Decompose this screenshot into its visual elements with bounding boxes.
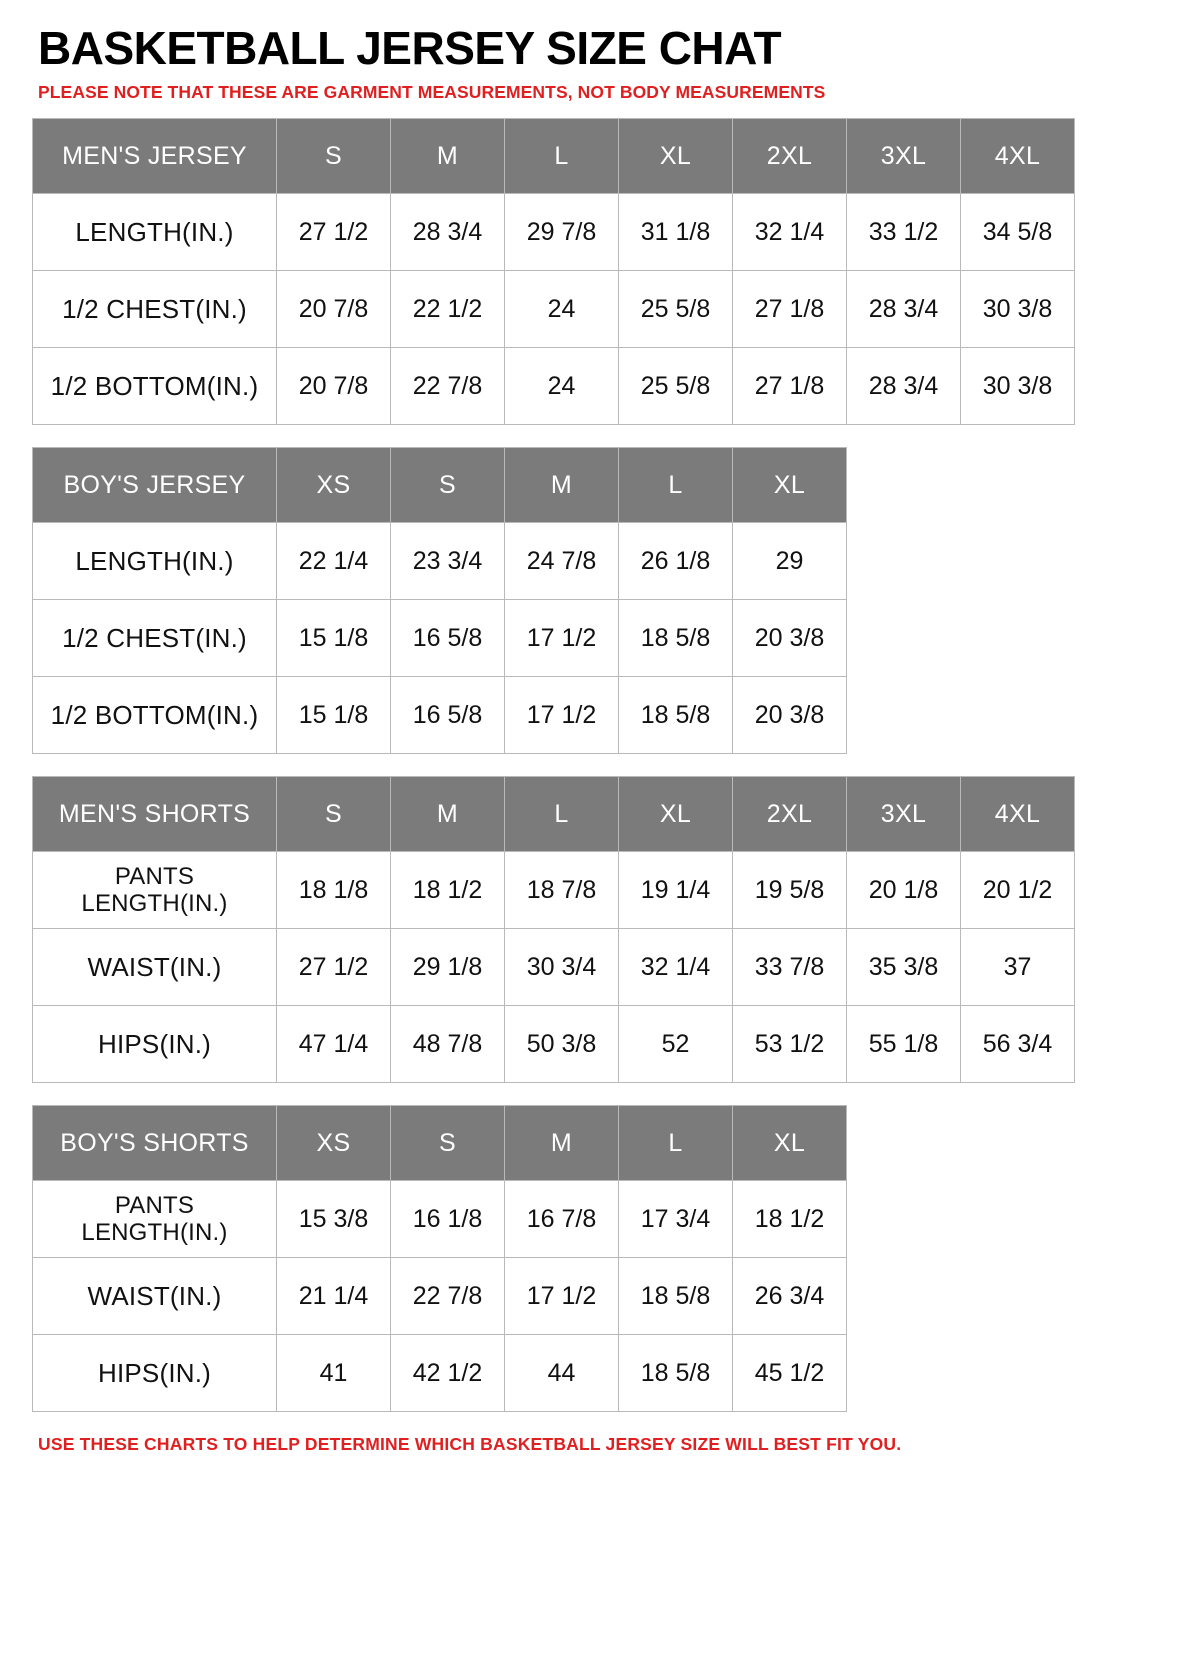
measurement-value: 30 3/8 (961, 271, 1075, 348)
size-header-cell: XS (277, 448, 391, 523)
size-header-cell: S (277, 777, 391, 852)
measurement-value: 15 1/8 (277, 600, 391, 677)
measurement-note: PLEASE NOTE THAT THESE ARE GARMENT MEASUREMENTS, NOT BODY MEASUREMENTS (38, 82, 826, 103)
size-header-cell: M (391, 119, 505, 194)
measurement-value: 18 1/8 (277, 852, 391, 929)
measurement-value: 20 7/8 (277, 271, 391, 348)
measurement-value: 26 1/8 (619, 523, 733, 600)
size-header-cell: L (505, 119, 619, 194)
size-header-cell: 3XL (847, 777, 961, 852)
measurement-label: PANTS LENGTH(IN.) (33, 1181, 277, 1258)
table-row (33, 600, 847, 677)
measurement-value: 17 1/2 (505, 600, 619, 677)
measurement-label: 1/2 CHEST(IN.) (33, 600, 277, 677)
measurement-value: 19 1/4 (619, 852, 733, 929)
measurement-value: 56 3/4 (961, 1006, 1075, 1083)
measurement-value: 22 1/2 (391, 271, 505, 348)
measurement-value: 18 5/8 (619, 600, 733, 677)
size-header-cell: XL (733, 448, 847, 523)
measurement-label: LENGTH(IN.) (33, 523, 277, 600)
measurement-value: 27 1/8 (733, 271, 847, 348)
measurement-value: 30 3/4 (505, 929, 619, 1006)
size-header-cell: M (505, 1106, 619, 1181)
measurement-value: 42 1/2 (391, 1335, 505, 1412)
size-header-cell: S (277, 119, 391, 194)
size-header-cell: 2XL (733, 119, 847, 194)
measurement-value: 17 1/2 (505, 677, 619, 754)
table-row (33, 271, 1075, 348)
measurement-label: WAIST(IN.) (33, 929, 277, 1006)
size-header-cell: 4XL (961, 119, 1075, 194)
measurement-value: 20 3/8 (733, 600, 847, 677)
size-header-cell: XS (277, 1106, 391, 1181)
measurement-value: 34 5/8 (961, 194, 1075, 271)
measurement-value: 17 3/4 (619, 1181, 733, 1258)
measurement-value: 33 7/8 (733, 929, 847, 1006)
measurement-value: 29 (733, 523, 847, 600)
measurement-value: 18 1/2 (733, 1181, 847, 1258)
table-header-row (33, 448, 847, 523)
size-header-cell: L (619, 448, 733, 523)
table-row (33, 852, 1075, 929)
measurement-label: HIPS(IN.) (33, 1335, 277, 1412)
measurement-label: LENGTH(IN.) (33, 194, 277, 271)
measurement-value: 20 1/2 (961, 852, 1075, 929)
measurement-value: 16 7/8 (505, 1181, 619, 1258)
measurement-value: 20 3/8 (733, 677, 847, 754)
measurement-value: 29 1/8 (391, 929, 505, 1006)
measurement-value: 16 1/8 (391, 1181, 505, 1258)
table-header-row (33, 777, 1075, 852)
measurement-value: 32 1/4 (619, 929, 733, 1006)
measurement-value: 24 (505, 271, 619, 348)
table-header-row (33, 119, 1075, 194)
measurement-value: 21 1/4 (277, 1258, 391, 1335)
measurement-value: 18 7/8 (505, 852, 619, 929)
measurement-value: 23 3/4 (391, 523, 505, 600)
measurement-value: 16 5/8 (391, 600, 505, 677)
table-title-cell: MEN'S SHORTS (33, 777, 277, 852)
table-row (33, 1335, 847, 1412)
table-row (33, 194, 1075, 271)
measurement-value: 31 1/8 (619, 194, 733, 271)
size-header-cell: S (391, 1106, 505, 1181)
table-title-cell: BOY'S JERSEY (33, 448, 277, 523)
size-header-cell: L (505, 777, 619, 852)
measurement-value: 35 3/8 (847, 929, 961, 1006)
size-table-boys-shorts (32, 1105, 847, 1412)
measurement-value: 27 1/2 (277, 929, 391, 1006)
measurement-value: 22 1/4 (277, 523, 391, 600)
measurement-label: 1/2 BOTTOM(IN.) (33, 677, 277, 754)
size-header-cell: 2XL (733, 777, 847, 852)
size-table-mens-shorts (32, 776, 1075, 1083)
measurement-value: 20 1/8 (847, 852, 961, 929)
measurement-label: HIPS(IN.) (33, 1006, 277, 1083)
measurement-value: 18 5/8 (619, 1335, 733, 1412)
size-header-cell: L (619, 1106, 733, 1181)
measurement-value: 47 1/4 (277, 1006, 391, 1083)
measurement-value: 24 (505, 348, 619, 425)
measurement-value: 41 (277, 1335, 391, 1412)
measurement-value: 33 1/2 (847, 194, 961, 271)
measurement-value: 26 3/4 (733, 1258, 847, 1335)
measurement-value: 55 1/8 (847, 1006, 961, 1083)
tables-container (32, 118, 1168, 1412)
measurement-label: WAIST(IN.) (33, 1258, 277, 1335)
size-header-cell: M (505, 448, 619, 523)
measurement-value: 20 7/8 (277, 348, 391, 425)
size-header-cell: XL (619, 119, 733, 194)
measurement-label: 1/2 BOTTOM(IN.) (33, 348, 277, 425)
table-title-cell: BOY'S SHORTS (33, 1106, 277, 1181)
measurement-value: 25 5/8 (619, 348, 733, 425)
table-row (33, 523, 847, 600)
table-title-cell: MEN'S JERSEY (33, 119, 277, 194)
measurement-value: 22 7/8 (391, 1258, 505, 1335)
measurement-value: 37 (961, 929, 1075, 1006)
measurement-value: 25 5/8 (619, 271, 733, 348)
measurement-value: 29 7/8 (505, 194, 619, 271)
measurement-value: 15 1/8 (277, 677, 391, 754)
measurement-value: 50 3/8 (505, 1006, 619, 1083)
size-header-cell: 4XL (961, 777, 1075, 852)
measurement-value: 27 1/8 (733, 348, 847, 425)
measurement-value: 28 3/4 (391, 194, 505, 271)
measurement-value: 18 1/2 (391, 852, 505, 929)
size-header-cell: XL (619, 777, 733, 852)
measurement-value: 16 5/8 (391, 677, 505, 754)
table-header-row (33, 1106, 847, 1181)
measurement-value: 18 5/8 (619, 1258, 733, 1335)
measurement-value: 15 3/8 (277, 1181, 391, 1258)
measurement-value: 28 3/4 (847, 348, 961, 425)
measurement-value: 18 5/8 (619, 677, 733, 754)
table-row (33, 677, 847, 754)
measurement-value: 45 1/2 (733, 1335, 847, 1412)
measurement-value: 53 1/2 (733, 1006, 847, 1083)
measurement-value: 27 1/2 (277, 194, 391, 271)
table-row (33, 348, 1075, 425)
page-title: BASKETBALL JERSEY SIZE CHAT (38, 22, 782, 74)
table-row (33, 1258, 847, 1335)
measurement-value: 30 3/8 (961, 348, 1075, 425)
measurement-value: 48 7/8 (391, 1006, 505, 1083)
measurement-value: 22 7/8 (391, 348, 505, 425)
measurement-value: 28 3/4 (847, 271, 961, 348)
size-header-cell: XL (733, 1106, 847, 1181)
size-table-boys-jersey (32, 447, 847, 754)
table-row (33, 1181, 847, 1258)
measurement-value: 19 5/8 (733, 852, 847, 929)
measurement-label: 1/2 CHEST(IN.) (33, 271, 277, 348)
measurement-value: 32 1/4 (733, 194, 847, 271)
measurement-value: 44 (505, 1335, 619, 1412)
table-row (33, 1006, 1075, 1083)
size-header-cell: M (391, 777, 505, 852)
measurement-value: 24 7/8 (505, 523, 619, 600)
table-row (33, 929, 1075, 1006)
footer-note: USE THESE CHARTS TO HELP DETERMINE WHICH BASKETBALL JERSEY SIZE WILL BEST FIT YOU. (38, 1434, 902, 1455)
measurement-label: PANTS LENGTH(IN.) (33, 852, 277, 929)
measurement-value: 17 1/2 (505, 1258, 619, 1335)
measurement-value: 52 (619, 1006, 733, 1083)
size-table-mens-jersey (32, 118, 1075, 425)
size-header-cell: 3XL (847, 119, 961, 194)
size-header-cell: S (391, 448, 505, 523)
